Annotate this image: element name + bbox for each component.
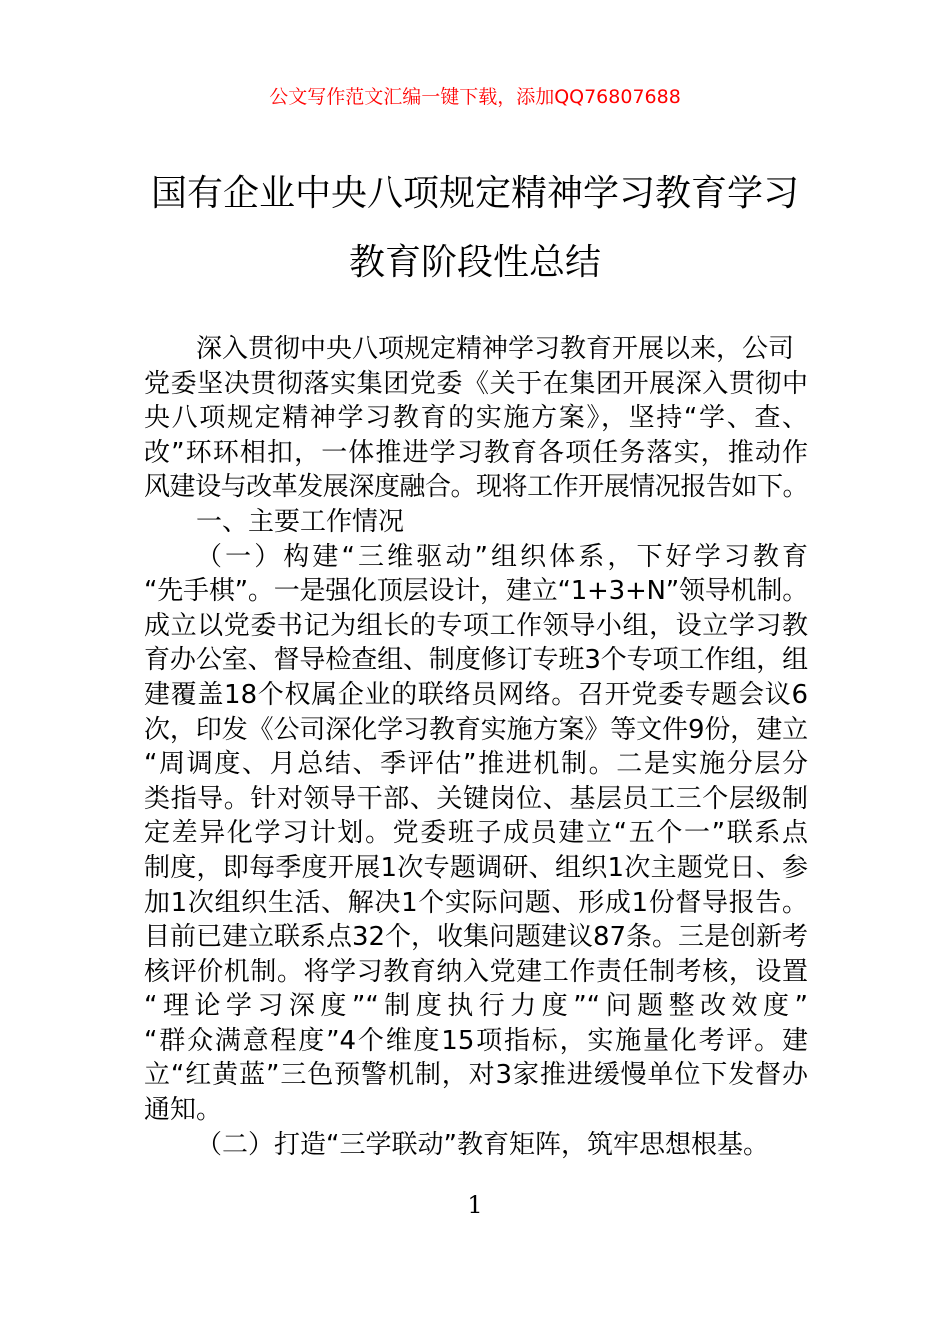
section-subheading: （二）打造“三学联动”教育矩阵，筑牢思想根基。: [196, 1129, 769, 1160]
body-line: 定差异化学习计划。党委班子成员建立“五个一”联系点: [144, 818, 808, 849]
body-line: “群众满意程度”4个维度15项指标，实施量化考评。建: [144, 1025, 808, 1056]
body-line: 类指导。针对领导干部、关键岗位、基层员工三个层级制: [144, 783, 808, 814]
body-line: 次，印发《公司深化学习教育实施方案》等文件9份，建立: [144, 714, 808, 745]
body-line: 央八项规定精神学习教育的实施方案》，坚持“学、查、: [144, 403, 808, 434]
body-line: 育办公室、督导检查组、制度修订专班3个专项工作组，组: [144, 645, 808, 676]
body-line: 通知。: [144, 1095, 223, 1126]
body-line: “先手棋”。一是强化顶层设计，建立“1+3+N”领导机制。: [144, 576, 808, 607]
body-line: 加1次组织生活、解决1个实际问题、形成1份督导报告。: [144, 887, 808, 918]
body-line: 立“红黄蓝”三色预警机制，对3家推进缓慢单位下发督办: [144, 1060, 808, 1091]
document-title-line-1: 国有企业中央八项规定精神学习教育学习: [150, 173, 799, 214]
page-number: 1: [467, 1191, 483, 1219]
body-line: 深入贯彻中央八项规定精神学习教育开展以来，公司: [196, 334, 795, 364]
body-line: “理论学习深度”“制度执行力度”“问题整改效度”: [144, 991, 808, 1022]
header-ad-text: 公文写作范文汇编一键下载，添加QQ76807688: [269, 86, 681, 108]
body-line: 风建设与改革发展深度融合。现将工作开展情况报告如下。: [144, 472, 809, 503]
body-line: 核评价机制。将学习教育纳入党建工作责任制考核，设置: [144, 956, 808, 987]
document-title-line-2: 教育阶段性总结: [348, 242, 601, 283]
body-line: 改”环环相扣，一体推进学习教育各项任务落实，推动作: [144, 437, 808, 468]
body-line: 党委坚决贯彻落实集团党委《关于在集团开展深入贯彻中: [144, 368, 808, 399]
body-line: 建覆盖18个权属企业的联络员网络。召开党委专题会议6: [144, 679, 808, 710]
body-line: 成立以党委书记为组长的专项工作领导小组，设立学习教: [144, 610, 808, 641]
body-line: “周调度、月总结、季评估”推进机制。二是实施分层分: [144, 749, 808, 780]
body-line: 目前已建立联系点32个，收集问题建议87条。三是创新考: [144, 922, 808, 953]
section-heading: 一、主要工作情况: [196, 506, 405, 537]
body-line: （一）构建“三维驱动”组织体系，下好学习教育: [196, 541, 808, 572]
body-line: 制度，即每季度开展1次专题调研、组织1次主题党日、参: [144, 852, 808, 883]
document-body: [144, 332, 808, 1162]
